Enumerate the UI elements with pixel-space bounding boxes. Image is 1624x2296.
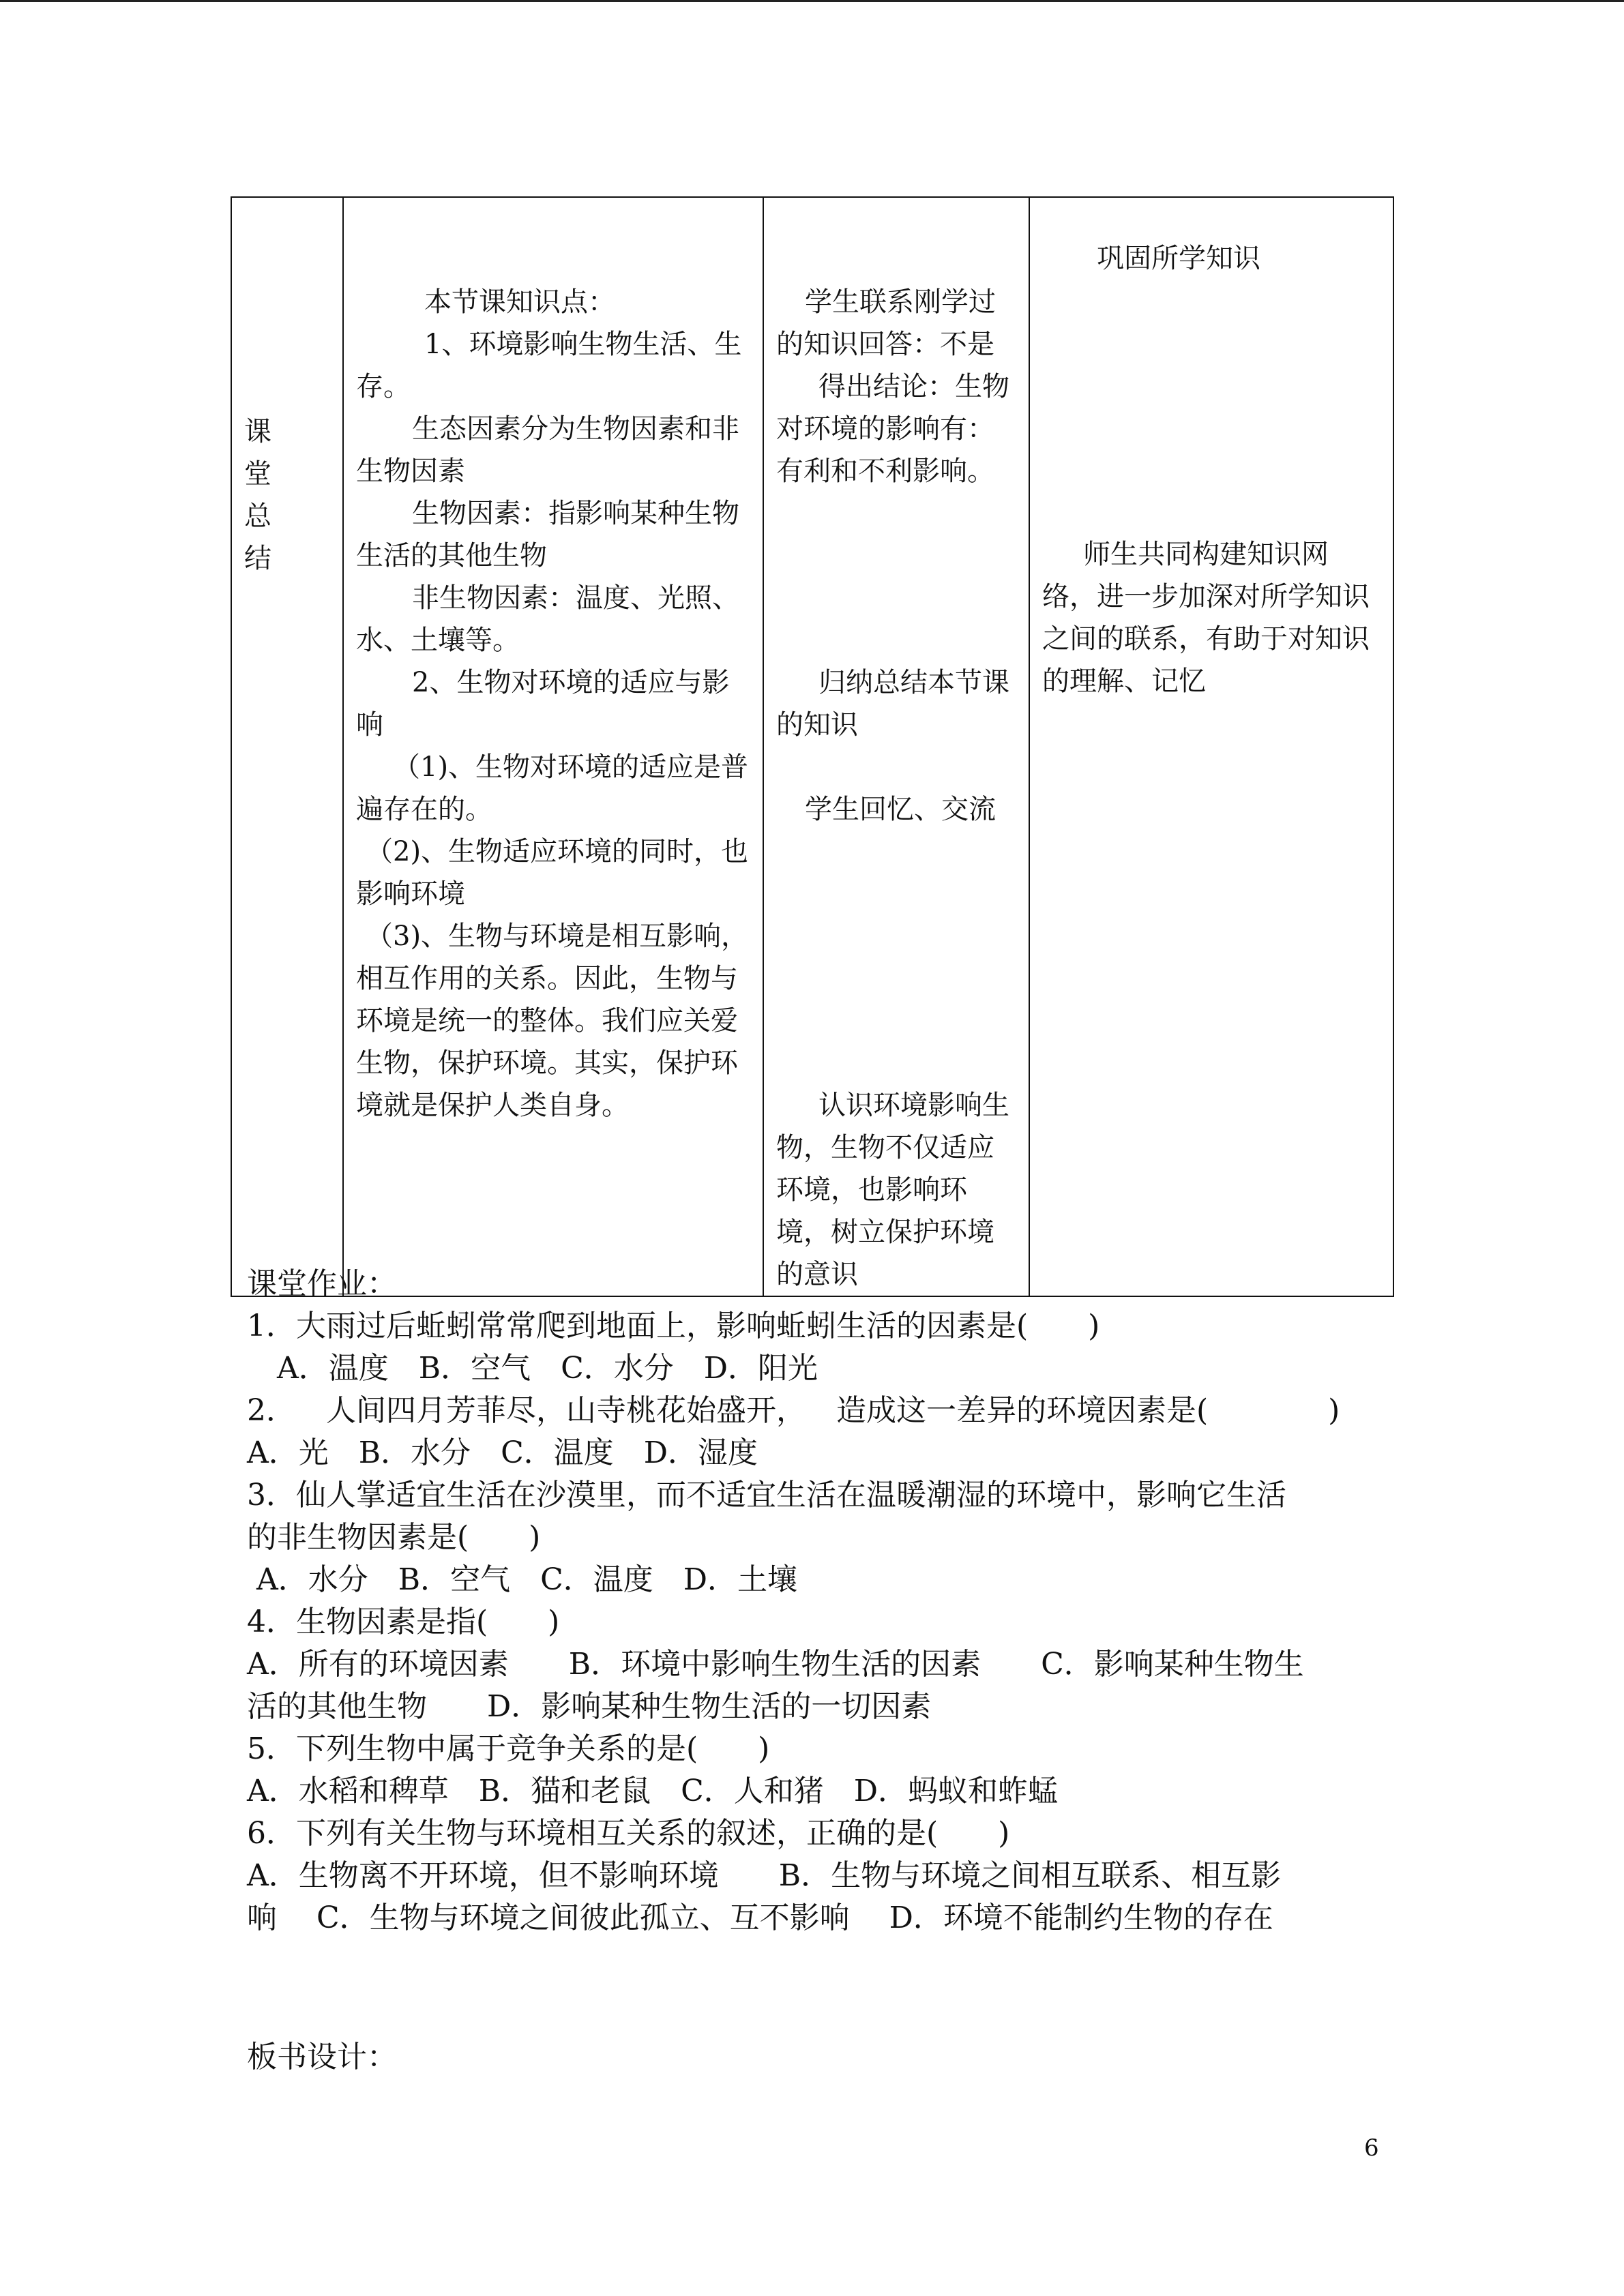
content-cell bbox=[343, 197, 763, 1296]
content-line: （2)、生物适应环境的同时，也影响环境 bbox=[356, 836, 749, 910]
student-block: 学生回忆、交流 bbox=[805, 794, 996, 825]
purpose-cell bbox=[1029, 197, 1393, 1296]
top-border-line bbox=[0, 0, 1624, 2]
homework-line: A．温度 B．空气 C．水分 D．阳光 bbox=[247, 1351, 818, 1386]
homework-line: 响 C．生物与环境之间彼此孤立、互不影响 D．环境不能制约生物的存在 bbox=[247, 1900, 1273, 1935]
homework-line: A．水分 B．空气 C．温度 D．土壤 bbox=[247, 1562, 798, 1597]
purpose-block: 师生共同构建知识网络，进一步加深对所学知识之间的联系，有助于对知识的理解、记忆 bbox=[1042, 539, 1370, 697]
content-line: 2、生物对环境的适应与影响 bbox=[356, 667, 730, 741]
content-heading: 本节课知识点： bbox=[424, 286, 615, 318]
board-design-label: 板书设计： bbox=[247, 2040, 397, 2074]
content-line: 非生物因素：温度、光照、水、土壤等。 bbox=[356, 582, 739, 656]
homework-line: 活的其他生物 D．影响某种生物生活的一切因素 bbox=[247, 1689, 932, 1724]
content-line: （3)、生物与环境是相互影响，相互作用的关系。因此，生物与环境是统一的整体。我们应关爱生物，保护环境。其实，保护环境就是保护人类自身。 bbox=[356, 921, 749, 1121]
section-label-char: 课 bbox=[244, 416, 271, 447]
section-label-char: 结 bbox=[244, 543, 271, 574]
homework-line: 4．生物因素是指( ) bbox=[247, 1605, 560, 1639]
student-block: 归纳总结本节课的知识 bbox=[776, 667, 1009, 741]
homework-line: A．水稻和稗草 B．猫和老鼠 C．人和猪 D．蚂蚁和蚱蜢 bbox=[247, 1774, 1059, 1808]
lesson-summary-table bbox=[231, 196, 1394, 1297]
student-activity-cell bbox=[763, 197, 1029, 1296]
section-label-char: 总 bbox=[244, 501, 271, 532]
content-line: （1)、生物对环境的适应是普遍存在的。 bbox=[356, 751, 749, 825]
content-line: 生态因素分为生物因素和非生物因素 bbox=[356, 413, 739, 487]
homework-line: 的非生物因素是( ) bbox=[247, 1520, 541, 1555]
homework-line: 3．仙人掌适宜生活在沙漠里，而不适宜生活在温暖潮湿的环境中，影响它生活 bbox=[247, 1478, 1286, 1512]
homework-line: A．所有的环境因素 B．环境中影响生物生活的因素 C．影响某种生物生 bbox=[247, 1647, 1304, 1682]
homework-title: 课堂作业： bbox=[247, 1266, 397, 1301]
homework-line: 1．大雨过后蚯蚓常常爬到地面上，影响蚯蚓生活的因素是( ) bbox=[247, 1309, 1100, 1343]
section-label-char: 堂 bbox=[244, 458, 271, 490]
page-number: 6 bbox=[1364, 2134, 1379, 2162]
homework-section bbox=[247, 1263, 1393, 1939]
homework-line: 2． 人间四月芳菲尽，山寺桃花始盛开， 造成这一差异的环境因素是( ) bbox=[247, 1393, 1340, 1428]
section-label-cell bbox=[231, 197, 343, 1296]
student-block: 认识环境影响生物，生物不仅适应环境，也影响环境，树立保护环境的意识 bbox=[776, 1090, 1009, 1290]
student-block: 学生联系刚学过的知识回答：不是 bbox=[776, 286, 996, 360]
content-line: 1、环境影响生物生活、生存。 bbox=[356, 329, 742, 402]
student-block: 得出结论：生物对环境的影响有：有利和不利影响。 bbox=[776, 371, 1009, 487]
homework-line: A．光 B．水分 C．温度 D．湿度 bbox=[247, 1435, 758, 1470]
homework-line: A．生物离不开环境，但不影响环境 B．生物与环境之间相互联系、相互影 bbox=[247, 1858, 1282, 1893]
purpose-block: 巩固所学知识 bbox=[1097, 243, 1260, 274]
content-line: 生物因素：指影响某种生物生活的其他生物 bbox=[356, 498, 739, 571]
homework-line: 6．下列有关生物与环境相互关系的叙述，正确的是( ) bbox=[247, 1816, 1010, 1851]
homework-line: 5．下列生物中属于竞争关系的是( ) bbox=[247, 1731, 770, 1766]
